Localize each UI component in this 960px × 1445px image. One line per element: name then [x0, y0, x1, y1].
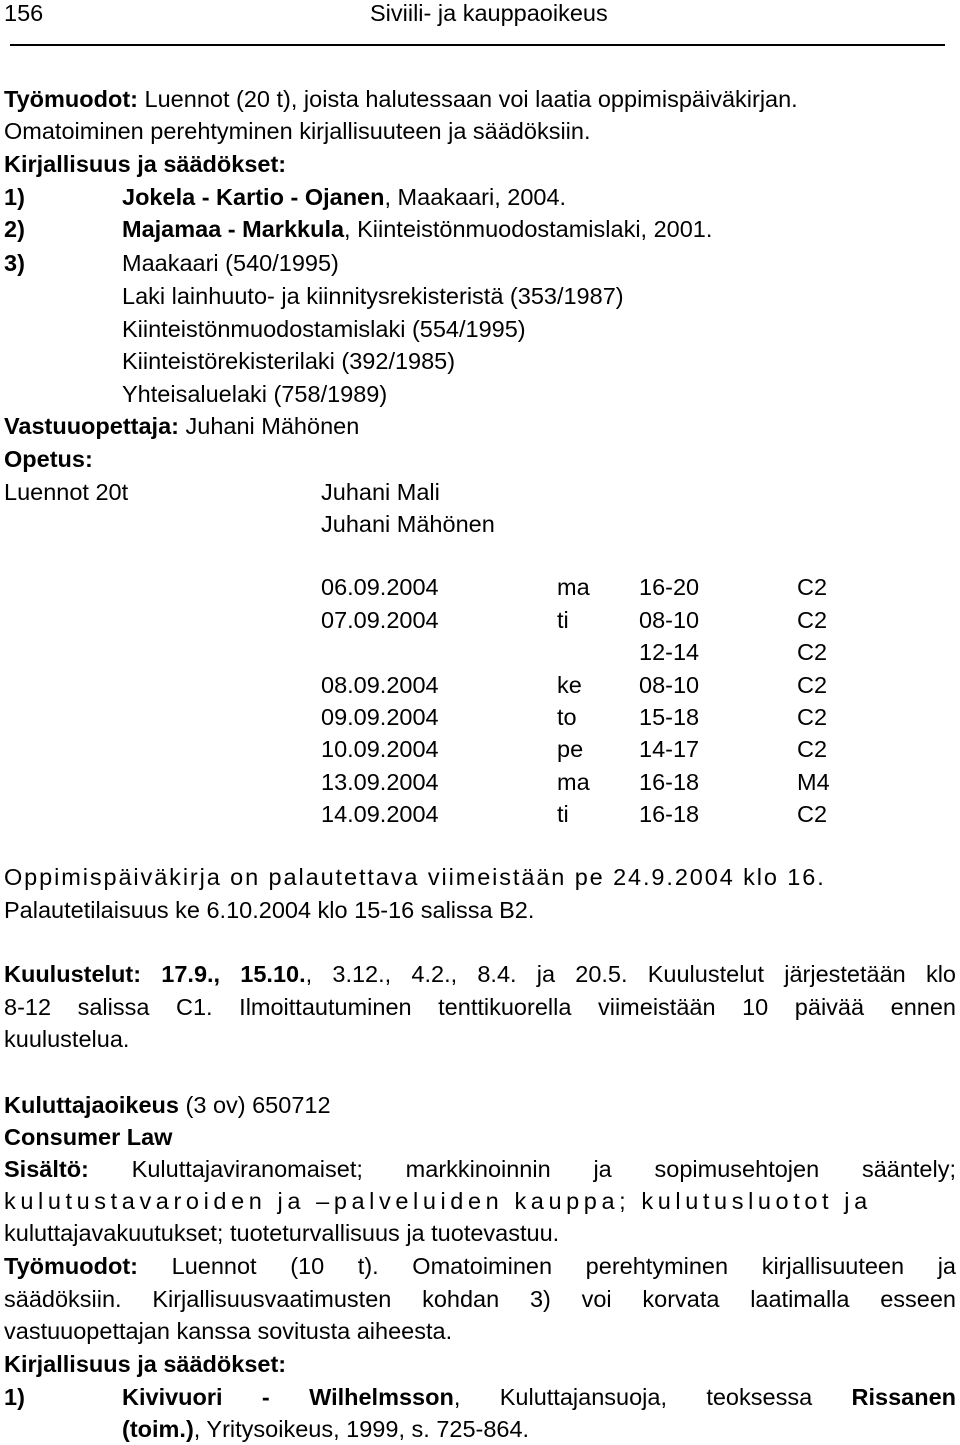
luennot-label: Luennot 20t: [4, 479, 129, 505]
kirjallisuus2-heading: Kirjallisuus ja säädökset:: [4, 1351, 287, 1377]
sisalto-text: Kuluttajaviranomaiset; markkinoinnin ja sopimusehtojen sääntely;: [88, 1156, 956, 1182]
schedule-time: 16-18: [639, 801, 700, 827]
tyomuodot-text: Luennot (20 t), joista halutessaan voi laatia oppimispäiväkirjan.: [138, 86, 798, 112]
ref2-1-toim: (toim.): [122, 1416, 194, 1442]
tyomuodot2-text: Luennot (10 t). Omatoiminen perehtyminen kirjallisuuteen ja: [138, 1253, 956, 1279]
ref-2-authors: Majamaa - Markkula: [122, 216, 345, 242]
schedule-day: ma: [557, 574, 590, 600]
schedule-date: 08.09.2004: [321, 672, 439, 698]
schedule-room: C2: [797, 607, 828, 633]
palautetilaisuus-note: Palautetilaisuus ke 6.10.2004 klo 15-16 salissa B2.: [4, 897, 535, 923]
ref2-1-line-2: [122, 1418, 529, 1442]
ref-2-text: [122, 218, 712, 242]
tyomuodot-line: [4, 88, 798, 112]
omatoiminen-line: Omatoiminen perehtyminen kirjallisuuteen ja säädöksiin.: [4, 118, 591, 144]
schedule-time: 16-18: [639, 769, 700, 795]
ref-3-item: Kiinteistönmuodostamislaki (554/1995): [122, 316, 526, 342]
sisalto-line-3: kuluttajavakuutukset; tuoteturvallisuus ja tuotevastuu.: [4, 1220, 560, 1246]
schedule-date: 14.09.2004: [321, 801, 439, 827]
schedule-date: 13.09.2004: [321, 769, 439, 795]
vastuuopettaja-line: [4, 415, 359, 439]
page-number: 156: [4, 0, 44, 26]
schedule-day: ke: [557, 672, 582, 698]
ref-3-item: Laki lainhuuto- ja kiinnitysrekisteristä (353/1987): [122, 283, 624, 309]
teacher-name: Juhani Mali: [321, 479, 440, 505]
schedule-room: C2: [797, 574, 828, 600]
oppimispaivakirja-note: Oppimispäiväkirja on palautettava viimeistään pe 24.9.2004 klo 16.: [4, 864, 826, 890]
schedule-date: 06.09.2004: [321, 574, 439, 600]
schedule-date: 07.09.2004: [321, 607, 439, 633]
sisalto-line-2: kulutustavaroiden ja –palveluiden kauppa; kulutusluotot ja: [4, 1188, 872, 1214]
ref-3-item: Maakaari (540/1995): [122, 250, 339, 276]
kuulustelut-line: [4, 963, 956, 987]
vastuuopettaja-label: Vastuuopettaja:: [4, 413, 179, 439]
course-english-title: Consumer Law: [4, 1124, 173, 1150]
kuulustelut-label: Kuulustelut: 17.9., 15.10.: [4, 961, 306, 987]
ref2-1-text: [122, 1386, 956, 1410]
header-rule: [10, 44, 945, 46]
schedule-date: 09.09.2004: [321, 704, 439, 730]
schedule-room: C2: [797, 639, 828, 665]
ref-3-num: 3): [4, 250, 25, 276]
schedule-time: 12-14: [639, 639, 700, 665]
tyomuodot2-line-2: säädöksiin. Kirjallisuusvaatimusten kohdan 3) voi korvata laatimalla esseen: [4, 1286, 956, 1312]
kuulustelut-line-2: 8-12 salissa C1. Ilmoittautuminen tenttikuorella viimeistään 10 päivää ennen: [4, 994, 956, 1020]
schedule-room: C2: [797, 704, 828, 730]
ref-1-text: [122, 186, 566, 210]
schedule-room: M4: [797, 769, 830, 795]
ref-2: [4, 218, 25, 242]
tyomuodot2-line-3: vastuuopettajan kanssa sovitusta aiheesta.: [4, 1318, 453, 1344]
course-title-line: [4, 1094, 331, 1118]
schedule-room: C2: [797, 801, 828, 827]
schedule-room: C2: [797, 672, 828, 698]
schedule-time: 08-10: [639, 672, 700, 698]
schedule-day: ti: [557, 801, 569, 827]
course-code: (3 ov) 650712: [178, 1092, 331, 1118]
vastuuopettaja-name: Juhani Mähönen: [178, 413, 360, 439]
course-title: Kuluttajaoikeus: [4, 1092, 179, 1118]
ref-2-num: 2): [4, 216, 25, 242]
ref2-1-mid: , Kuluttajansuoja, teoksessa: [453, 1384, 852, 1410]
ref-1-rest: , Maakaari, 2004.: [384, 184, 567, 210]
ref2-1-authors: Kivivuori - Wilhelmsson: [122, 1384, 454, 1410]
schedule-time: 16-20: [639, 574, 700, 600]
ref2-1-num: 1): [4, 1384, 25, 1410]
schedule-time: 15-18: [639, 704, 700, 730]
tyomuodot2-label: Työmuodot:: [4, 1253, 139, 1279]
kuulustelut-rest: , 3.12., 4.2., 8.4. ja 20.5. Kuulustelut järjestetään klo: [305, 961, 956, 987]
tyomuodot-label: Työmuodot:: [4, 86, 139, 112]
sisalto-line: [4, 1158, 956, 1182]
schedule-time: 14-17: [639, 736, 700, 762]
ref-1: [4, 186, 25, 210]
kirjallisuus-heading: Kirjallisuus ja säädökset:: [4, 151, 287, 177]
tyomuodot2-line: [4, 1255, 956, 1279]
ref-1-authors: Jokela - Kartio - Ojanen: [122, 184, 385, 210]
teacher-name: Juhani Mähönen: [321, 511, 495, 537]
schedule-day: to: [557, 704, 577, 730]
opetus-heading: Opetus:: [4, 446, 93, 472]
running-title: Siviili- ja kauppaoikeus: [370, 0, 608, 26]
ref-3-item: Kiinteistörekisterilaki (392/1985): [122, 348, 456, 374]
kuulustelut-line-3: kuulustelua.: [4, 1026, 130, 1052]
schedule-time: 08-10: [639, 607, 700, 633]
schedule-day: ma: [557, 769, 590, 795]
schedule-day: pe: [557, 736, 584, 762]
schedule-day: ti: [557, 607, 569, 633]
ref-1-num: 1): [4, 184, 25, 210]
sisalto-label: Sisältö:: [4, 1156, 89, 1182]
schedule-date: 10.09.2004: [321, 736, 439, 762]
ref-2-rest: , Kiinteistönmuodostamislaki, 2001.: [344, 216, 713, 242]
ref2-1-rest: , Yritysoikeus, 1999, s. 725-864.: [193, 1416, 530, 1442]
schedule-room: C2: [797, 736, 828, 762]
ref-3-item: Yhteisaluelaki (758/1989): [122, 381, 388, 407]
ref2-1-editor: Rissanen: [851, 1384, 957, 1410]
